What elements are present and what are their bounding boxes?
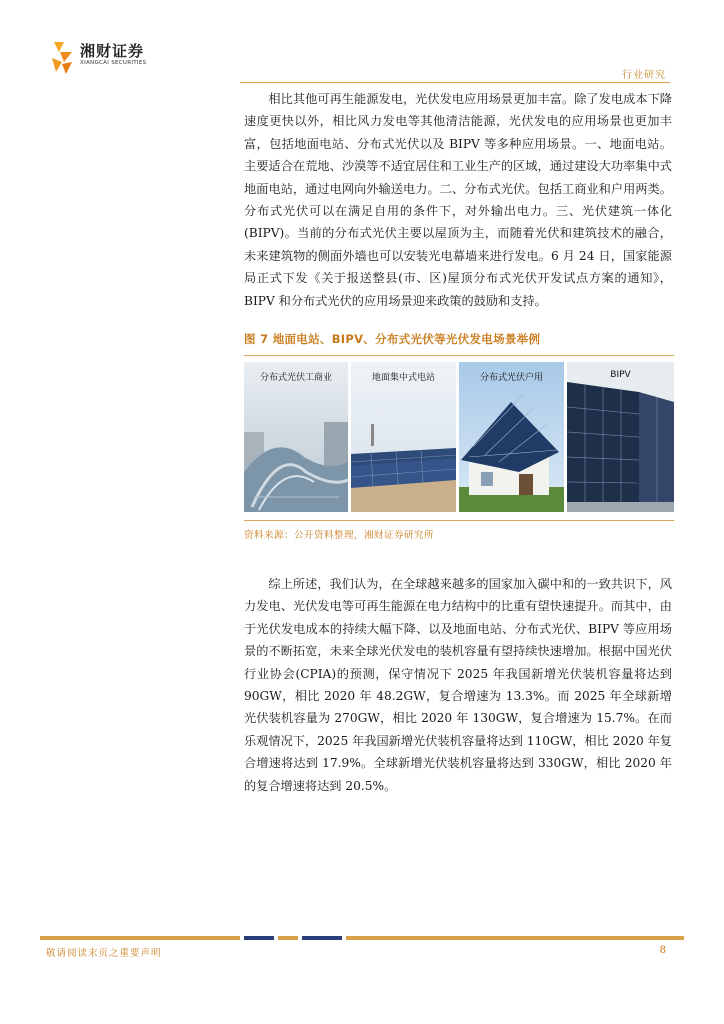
logo-chinese-name: 湘财证券 bbox=[80, 42, 145, 60]
caption-residential-pv: 分布式光伏户用 bbox=[479, 373, 543, 383]
bipv-image bbox=[567, 362, 674, 512]
header-divider bbox=[240, 82, 670, 83]
figure-photo-strip bbox=[244, 362, 674, 512]
photo-ground-station bbox=[351, 362, 456, 512]
photo-commercial-pv bbox=[244, 362, 348, 512]
logo-english-name: XIANGCAI SECURITIES bbox=[80, 60, 147, 66]
logo-mark-icon bbox=[50, 38, 76, 78]
body-paragraph-2: 综上所述，我们认为，在全球越来越多的国家加入碳中和的一致共识下，风力发电、光伏发电等可再生能源在电力结构中的比重有望快速提升。而其中，由于光伏发电成本的持续大幅下降、以及地面电站、分布式光伏、BIPV 等应用场景的不断拓宽，未来全球光伏发电的装机容量有望持续快速增加。根据中国光伏行业协会(CPIA)的预测，保守情况下 2025 年我国新增光伏装机容量将达到 90GW，相比 2020 年 48.2GW，复合增速为 13.3%。而 2025 年全球新增光伏装机容量为 270GW，相比 2020 年 130GW，复合增速为 15.7%。在而乐观情况下，2025 年我国新增光伏装机容量将达到 110GW，相比 2020 年复合增速将达到 17.9%。全球新增光伏装机容量将达到 330GW，相比 2020 年的复合增速将达到 20.5%。 bbox=[244, 577, 672, 793]
ground-station-image bbox=[351, 362, 456, 512]
photo-residential-pv bbox=[459, 362, 564, 512]
caption-bipv: BIPV bbox=[610, 370, 631, 380]
body-paragraph-1: 相比其他可再生能源发电，光伏发电应用场景更加丰富。除了发电成本下降速度更快以外，相比风力发电等其他清洁能源，光伏发电的应用场景也更加丰富，包括地面电站、分布式光伏以及 BIPV 等多种应用场景。一、地面电站。主要适合在荒地、沙漠等不适宜居住和工业生产的区域，通过建设大功率集中式地面电站，通过电网向外输送电力。二、分布式光伏。包括工商业和户用两类。分布式光伏可以在满足自用的条件下，对外输出电力。三、光伏建筑一体化(BIPV)。当前的分布式光伏主要以屋顶为主，而随着光伏和建筑技术的融合，未来建筑物的侧面外墙也可以安装光电幕墙来进行发电。6 月 24 日，国家能源局正式下发《关于报送整县(市、区)屋顶分布式光伏开发试点方案的通知》，BIPV 和分布式光伏的应用场景迎来政策的鼓励和支持。 bbox=[244, 92, 672, 308]
caption-commercial-pv: 分布式光伏工商业 bbox=[259, 373, 332, 383]
footer-disclaimer: 敬请阅读末页之重要声明 bbox=[46, 948, 162, 959]
figure-source: 资料来源：公开资料整理，湘财证券研究所 bbox=[244, 530, 435, 541]
commercial-pv-image bbox=[244, 362, 348, 512]
caption-ground-station: 地面集中式电站 bbox=[371, 373, 435, 383]
photo-bipv bbox=[567, 362, 674, 512]
figure-top-rule bbox=[244, 355, 674, 356]
page-header bbox=[0, 0, 724, 90]
section-label: 行业研究 bbox=[622, 70, 666, 81]
figure-bottom-rule bbox=[244, 520, 674, 521]
page-number: 8 bbox=[659, 945, 666, 956]
footer-color-bar bbox=[40, 936, 684, 940]
residential-pv-image bbox=[459, 362, 564, 512]
company-logo bbox=[50, 38, 160, 78]
figure-title: 图 7 地面电站、BIPV、分布式光伏等光伏发电场景举例 bbox=[244, 332, 541, 346]
